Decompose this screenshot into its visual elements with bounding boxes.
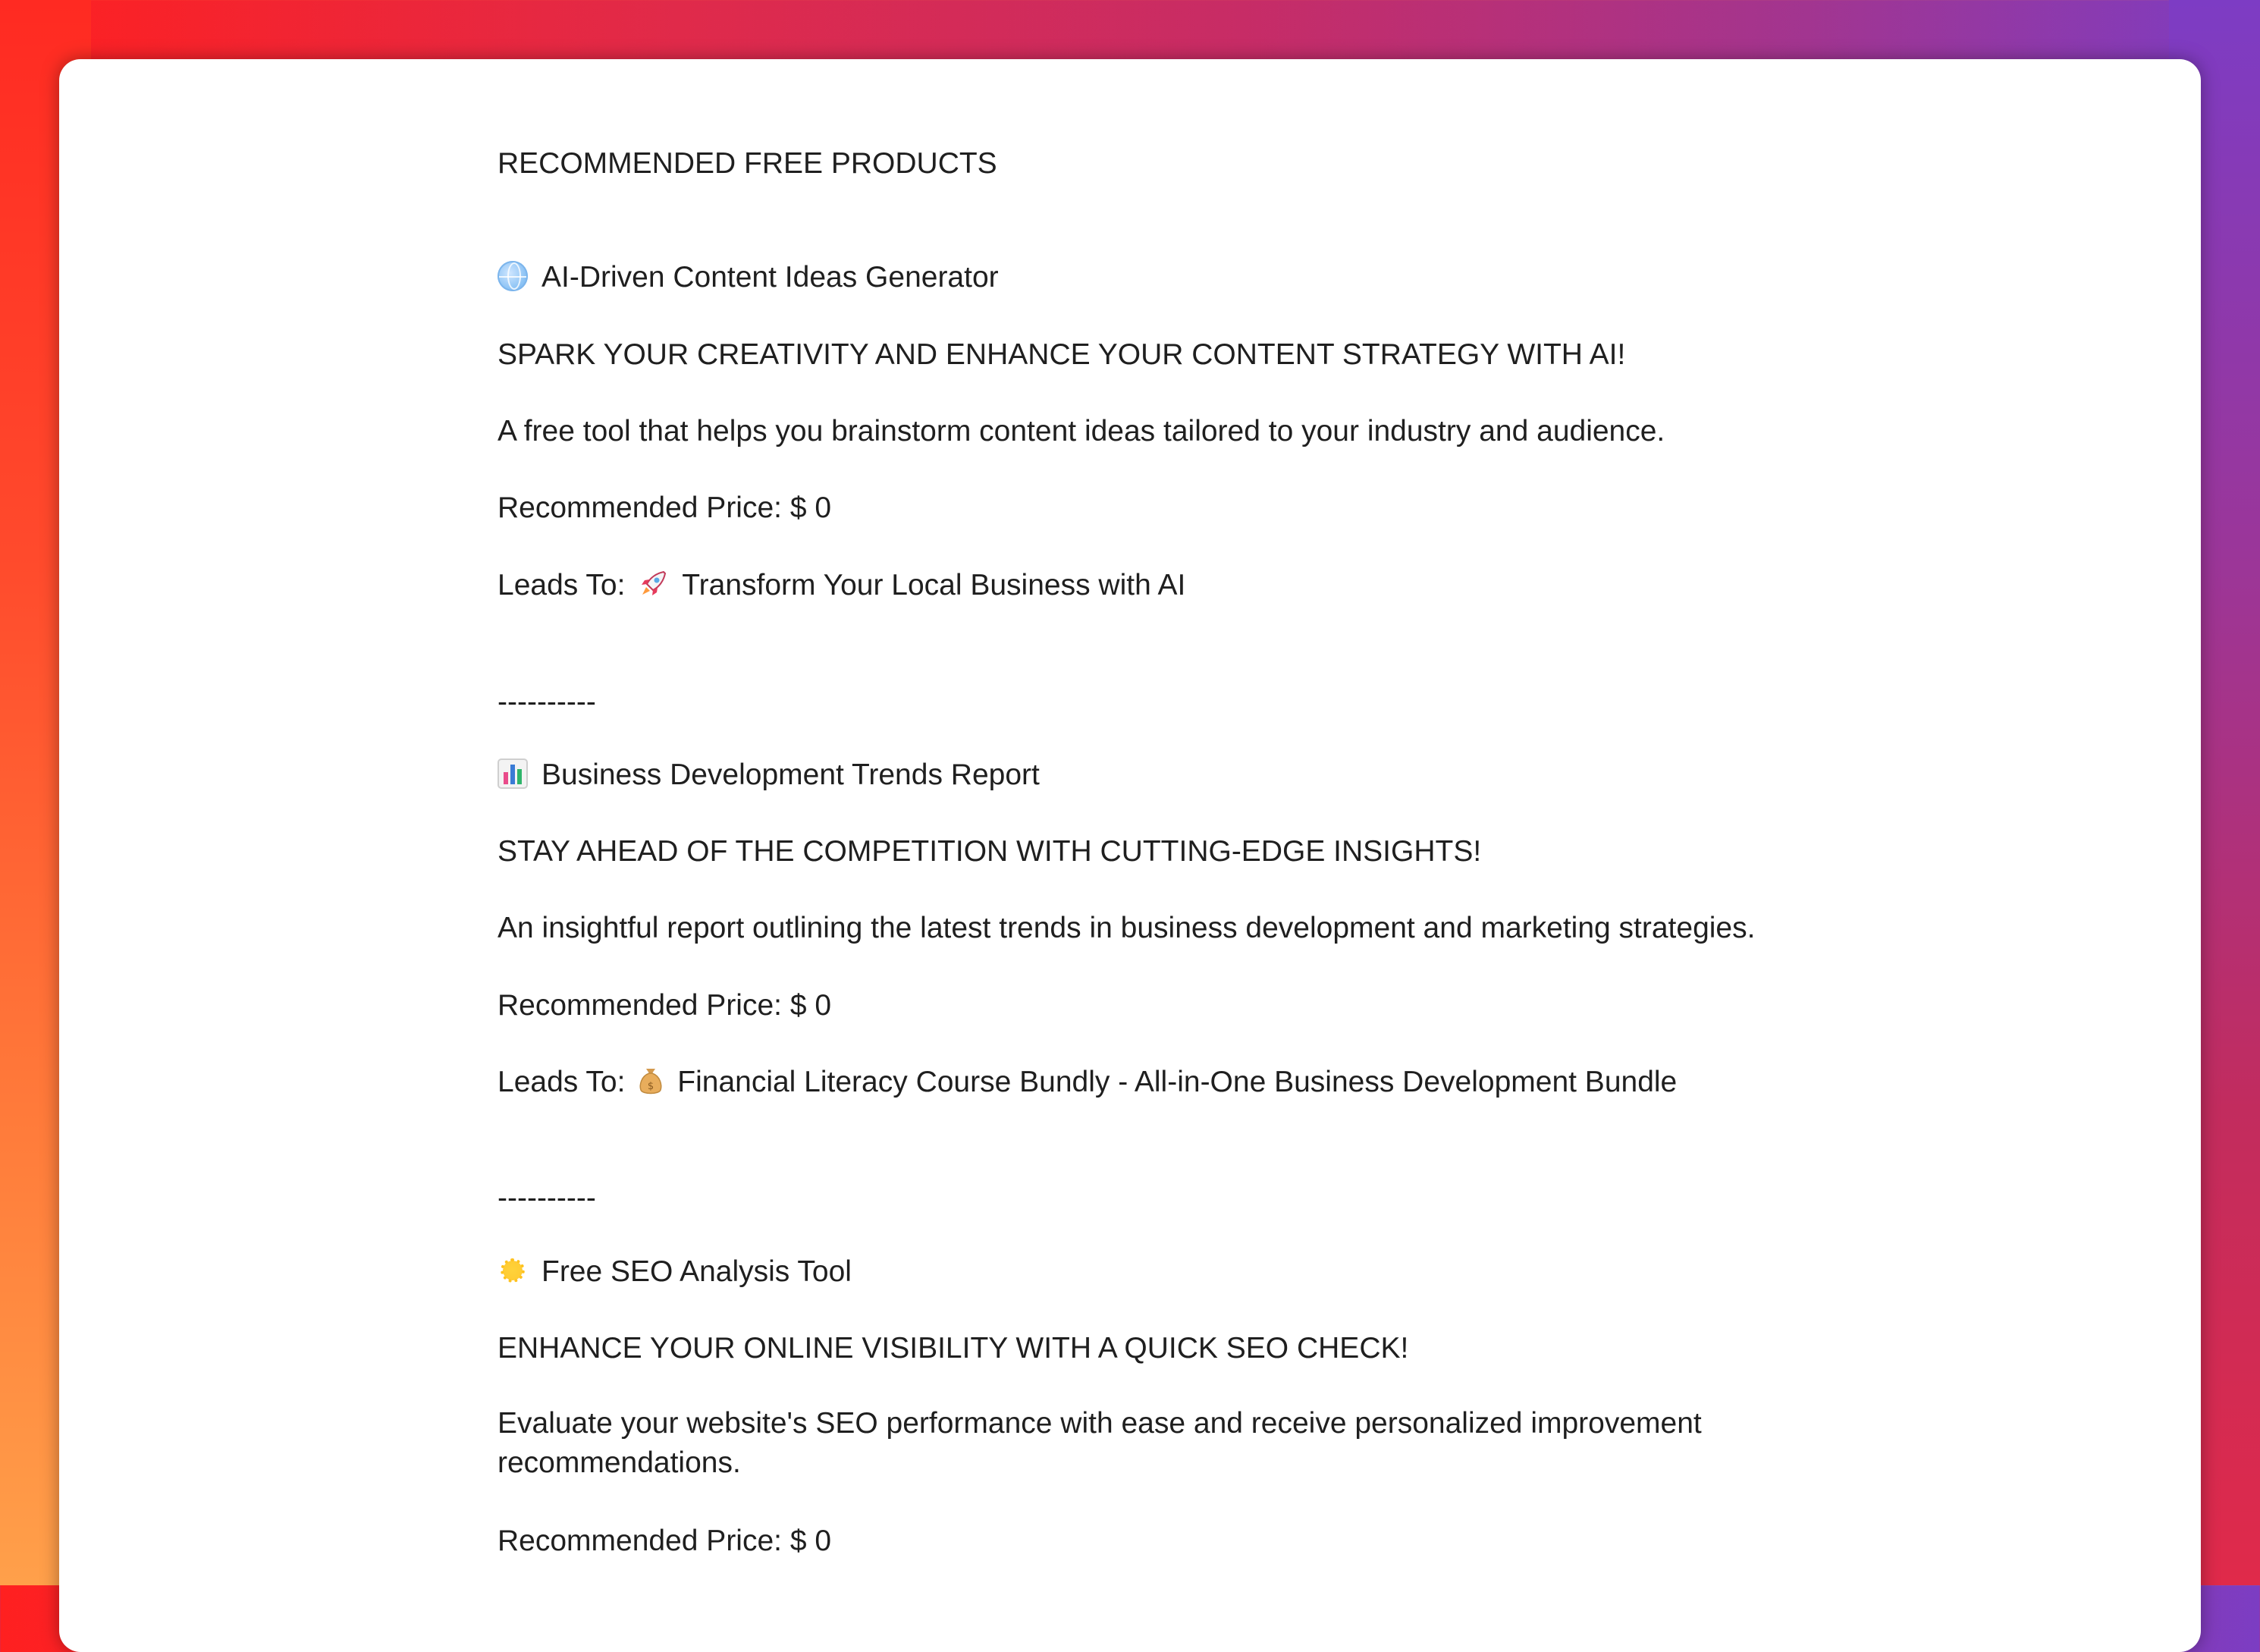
bar-chart-icon (498, 758, 528, 789)
content-card (59, 59, 2201, 1652)
separator: ---------- (498, 686, 596, 718)
product-price: Recommended Price: $ 0 (498, 1525, 832, 1557)
product-description: Evaluate your website's SEO performance with ease and receive personalized improvement recommendations. (498, 1407, 1702, 1479)
product-tagline: STAY AHEAD OF THE COMPETITION WITH CUTTING-EDGE INSIGHTS! (498, 835, 1482, 868)
leads-to-product: Financial Literacy Course Bundly - All-in-One Business Development Bundle (677, 1066, 1678, 1098)
product-tagline: SPARK YOUR CREATIVITY AND ENHANCE YOUR CONTENT STRATEGY WITH AI! (498, 338, 1626, 371)
product-price: Recommended Price: $ 0 (498, 492, 832, 524)
leads-to-label: Leads To: (498, 1066, 626, 1098)
separator: ---------- (498, 1182, 596, 1214)
product-name: Free SEO Analysis Tool (541, 1255, 852, 1288)
product-price: Recommended Price: $ 0 (498, 989, 832, 1022)
globe-icon (498, 261, 528, 291)
product-description: An insightful report outlining the latest trends in business development and marketing strategies. (498, 912, 1756, 944)
product-title-3 (498, 1252, 852, 1292)
product-title-2 (498, 755, 1040, 795)
money-bag-icon (638, 1066, 664, 1096)
sun-icon (498, 1255, 528, 1286)
product-name: Business Development Trends Report (541, 758, 1040, 791)
leads-to-product: Transform Your Local Business with AI (682, 569, 1186, 601)
svg-text:$: $ (648, 1081, 654, 1092)
product-leads-to (498, 1063, 1677, 1102)
product-name: AI-Driven Content Ideas Generator (541, 261, 999, 294)
product-tagline: ENHANCE YOUR ONLINE VISIBILITY WITH A QUICK SEO CHECK! (498, 1332, 1409, 1365)
product-description: A free tool that helps you brainstorm content ideas tailored to your industry and audience. (498, 415, 1665, 448)
product-title-1 (498, 258, 999, 297)
section-title: RECOMMENDED FREE PRODUCTS (498, 147, 997, 180)
leads-to-label: Leads To: (498, 569, 626, 601)
rocket-icon (638, 569, 668, 599)
product-leads-to (498, 566, 1185, 605)
